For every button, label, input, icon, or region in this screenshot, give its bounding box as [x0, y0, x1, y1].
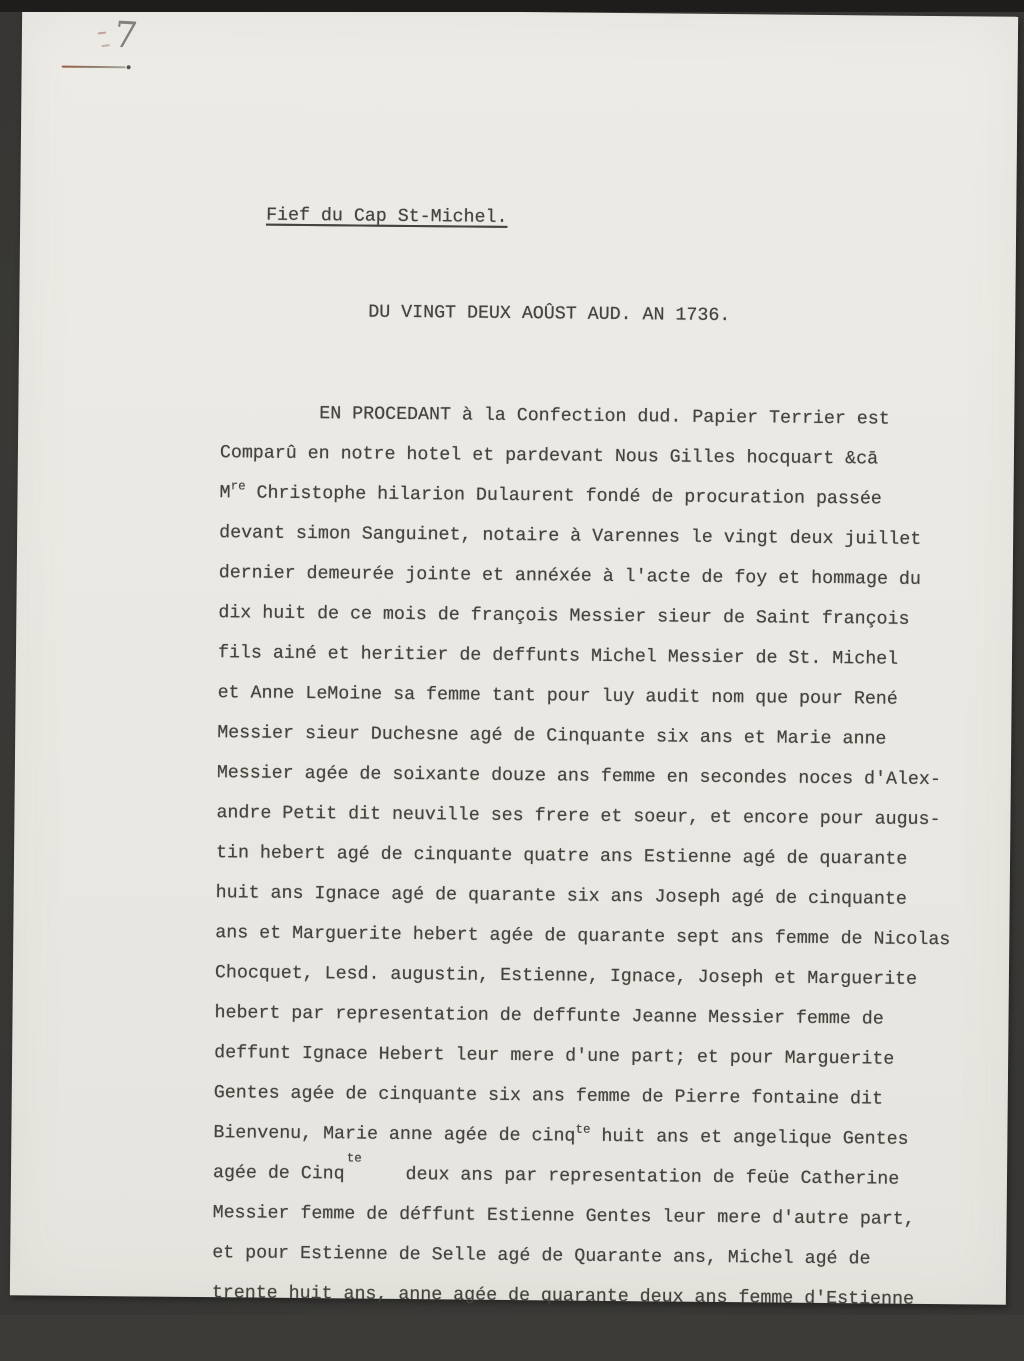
line-text: Gentes agée de cinquante six ans femme de Pierre fontaine dit [213, 1083, 884, 1110]
line-text: Christophe hilarion Dulaurent fondé de procuration passée [245, 483, 882, 510]
line-text: agée de Cinq [212, 1163, 345, 1185]
typewritten-content [211, 183, 992, 1360]
line-text: andre Petit dit neuville ses frere et soeur, et encore pour augus- [216, 803, 941, 831]
superscript-text: re [230, 479, 246, 494]
pencil-page-number: 7 [111, 14, 140, 57]
line-text: et pour Estienne de Selle agé de Quarante ans, Michel agé de [212, 1243, 871, 1270]
pencil-dash [62, 66, 126, 69]
line-text: Comparû en notre hotel et pardevant Nous Gilles hocquart &cā [219, 443, 879, 470]
document-body [212, 393, 991, 1320]
line-text: hebert par representation de deffunte Jeanne Messier femme de [214, 1003, 884, 1030]
line-text: tin hebert agé de cinquante quatre ans Estienne agé de quarante [215, 843, 908, 870]
line-text: fils ainé et heritier de deffunts Michel Messier de St. Michel [217, 643, 899, 670]
line-text: Bienvenu, Marie anne agée de cinq [213, 1123, 576, 1147]
body-line [212, 1273, 982, 1320]
line-text: Chocquet, Lesd. augustin, Estienne, Ignace, Joseph et Marguerite [214, 963, 918, 990]
superscript-text: te [575, 1122, 591, 1137]
line-text: huit ans et angelique Gentes [590, 1126, 909, 1150]
line-text: devant simon Sanguinet, notaire à Varennes le vingt deux juillet [219, 523, 922, 550]
line-text: huit ans Ignace agé de quarante six ans Joseph agé de cinquante [215, 883, 907, 910]
line-text: EN PROCEDANT à la Confection dud. Papier Terrier est [319, 404, 890, 430]
line-text: et Anne LeMoine sa femme tant pour luy audit nom que pour René [217, 683, 898, 710]
document-title: Fief du Cap St-Michel. [266, 205, 508, 228]
document-page [10, 7, 1018, 1310]
line-text: ans et Marguerite hebert agée de quarante sept ans femme de Nicolas [215, 923, 951, 951]
line-text: Messier agée de soixante douze ans femme en secondes noces d'Alex- [216, 763, 941, 791]
line-text: dernier demeurée jointe et annéxée à l'acte de foy et hommage du [218, 563, 921, 590]
line-text: deffunt Ignace Hebert leur mere d'une part; et pour Marguerite [214, 1043, 895, 1070]
scanner-top-band [0, 0, 1024, 12]
line-text: Messier femme de déffunt Estienne Gentes leur mere d'autre part, [212, 1203, 915, 1230]
line-text: dix huit de ce mois de françois Messier sieur de Saint françois [218, 603, 910, 630]
line-text: trente huit ans, anne agée de quarante deux ans femme d'Estienne [211, 1283, 915, 1310]
pencil-tick-marks [98, 32, 106, 35]
line-text: M [219, 483, 231, 504]
line-text: Messier sieur Duchesne agé de Cinquante six ans et Marie anne [217, 723, 887, 750]
superscript-text: te [346, 1151, 362, 1166]
line-text: deux ans par representation de feüe Catherine [361, 1164, 900, 1190]
document-dateline: DU VINGT DEUX AOÛST AUD. AN 1736. [368, 302, 731, 327]
